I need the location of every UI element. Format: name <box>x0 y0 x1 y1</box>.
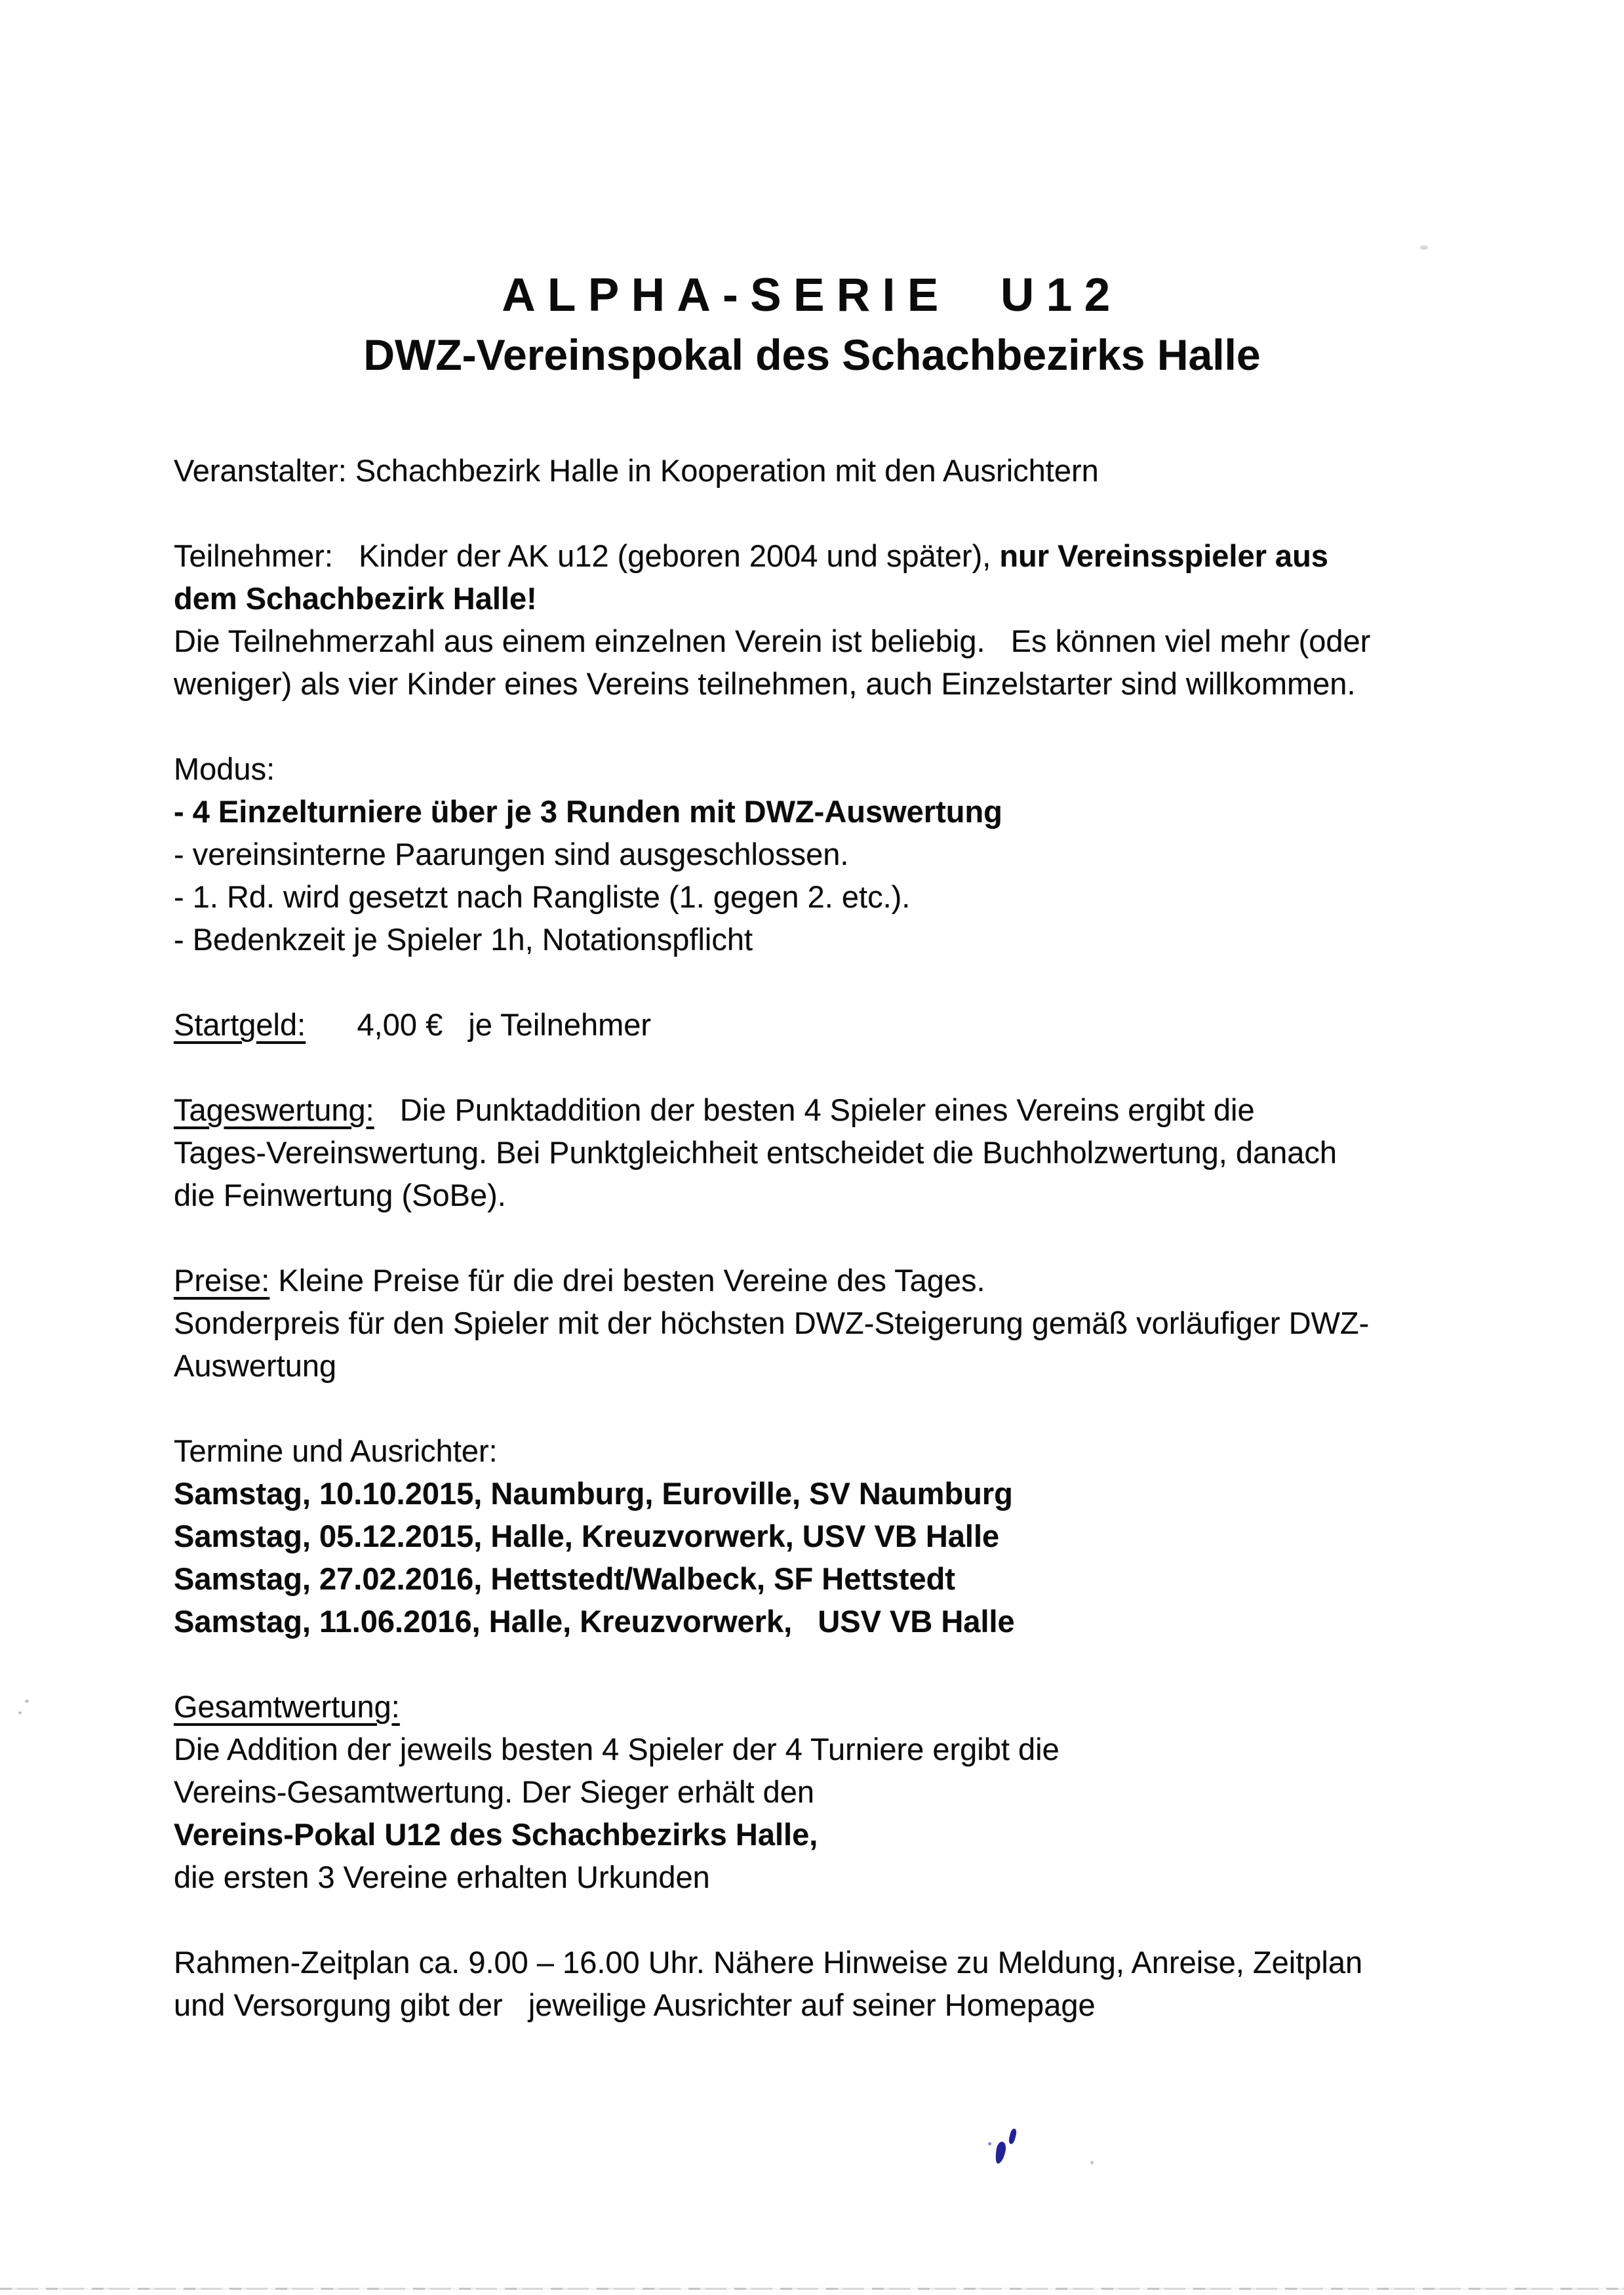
paper-speck <box>25 1700 29 1703</box>
pen-ink-mark <box>1008 2128 1018 2144</box>
text-run: Rahmen-Zeitplan ca. 9.00 – 16.00 Uhr. Nähere Hinweise zu Meldung, Anreise, Zeitplan <box>174 1945 1363 1980</box>
paper-speck <box>1090 2161 1094 2165</box>
text-run: die ersten 3 Vereine erhalten Urkunden <box>174 1860 710 1894</box>
text-run: Samstag, 05.12.2015, Halle, Kreuzvorwerk, USV VB Halle <box>174 1519 1000 1553</box>
text-line <box>174 620 1585 662</box>
text-line <box>174 1429 1585 1472</box>
block-zeitplan <box>174 1941 1585 2026</box>
block-startgeld <box>174 1003 1585 1046</box>
text-run: dem Schachbezirk Halle! <box>174 581 537 616</box>
text-line <box>174 833 1585 875</box>
text-line <box>174 1174 1585 1216</box>
paper-speck <box>18 1711 22 1714</box>
text-run: nur Vereinsspieler aus <box>999 538 1328 573</box>
text-run: Die Punktaddition der besten 4 Spieler eines Vereins ergibt die <box>374 1092 1255 1127</box>
text-run: die Feinwertung (SoBe). <box>174 1178 506 1212</box>
text-line <box>174 1813 1585 1856</box>
text-run: - 4 Einzelturniere über je 3 Runden mit DWZ-Auswertung <box>174 794 1002 829</box>
document-header <box>0 269 1624 379</box>
text-run: 4,00 € je Teilnehmer <box>306 1007 652 1042</box>
text-run: Die Teilnehmerzahl aus einem einzelnen Verein ist beliebig. Es können viel mehr (oder <box>174 624 1371 658</box>
pen-ink-mark <box>994 2141 1007 2165</box>
text-run: und Versorgung gibt der jeweilige Ausrichter auf seiner Homepage <box>174 1987 1096 2022</box>
doc-subtitle: DWZ-Vereinspokal des Schachbezirks Halle <box>363 330 1261 379</box>
text-line <box>174 1003 1585 1046</box>
text-run: Tages-Vereinswertung. Bei Punktgleichheit entscheidet die Buchholzwertung, danach <box>174 1135 1337 1170</box>
text-line <box>174 449 1585 492</box>
section-label: Tageswertung: <box>174 1092 374 1127</box>
section-label: Startgeld: <box>174 1007 306 1042</box>
section-label: Gesamtwertung: <box>174 1689 400 1724</box>
text-run: Vereins-Gesamtwertung. Der Sieger erhält den <box>174 1774 815 1809</box>
text-run: Sonderpreis für den Spieler mit der höchsten DWZ-Steigerung gemäß vorläufiger DWZ- <box>174 1306 1370 1340</box>
text-run: Samstag, 27.02.2016, Hettstedt/Walbeck, SF Hettstedt <box>174 1561 955 1596</box>
block-teilnehmer <box>174 534 1585 705</box>
text-line <box>174 1600 1585 1643</box>
text-line <box>174 1728 1585 1770</box>
document-body <box>0 449 1624 2026</box>
text-run: Termine und Ausrichter: <box>174 1433 498 1468</box>
text-run: - 1. Rd. wird gesetzt nach Rangliste (1. gegen 2. etc.). <box>174 879 911 914</box>
text-run: - Bedenkzeit je Spieler 1h, Notationspflicht <box>174 922 753 957</box>
block-tageswertung <box>174 1088 1585 1216</box>
text-line <box>174 1344 1585 1387</box>
text-run: Teilnehmer: Kinder der AK u12 (geboren 2004 und später), <box>174 538 1000 573</box>
text-line <box>174 1259 1585 1302</box>
paper-speck <box>1420 245 1428 250</box>
text-run: Kleine Preise für die drei besten Vereine des Tages. <box>269 1263 985 1298</box>
scan-edge-line <box>0 2288 1624 2290</box>
text-line <box>174 534 1585 577</box>
text-line <box>174 1984 1585 2026</box>
text-run: Samstag, 11.06.2016, Halle, Kreuzvorwerk, USV VB Halle <box>174 1604 1015 1639</box>
text-line <box>174 875 1585 918</box>
text-line <box>174 1770 1585 1813</box>
text-line <box>174 1856 1585 1898</box>
text-line <box>174 1515 1585 1557</box>
text-run: Veranstalter: Schachbezirk Halle in Kooperation mit den Ausrichtern <box>174 453 1099 488</box>
text-line <box>174 918 1585 961</box>
text-line <box>174 1685 1585 1728</box>
text-run: Modus: <box>174 751 275 786</box>
text-line <box>174 790 1585 833</box>
text-run: weniger) als vier Kinder eines Vereins teilnehmen, auch Einzelstarter sind willkommen. <box>174 666 1356 701</box>
text-run: Vereins-Pokal U12 des Schachbezirks Halle, <box>174 1817 818 1852</box>
text-run: Auswertung <box>174 1348 337 1383</box>
block-gesamtwertung <box>174 1685 1585 1898</box>
text-run: Samstag, 10.10.2015, Naumburg, Euroville, SV Naumburg <box>174 1476 1013 1511</box>
block-termine <box>174 1429 1585 1643</box>
text-line <box>174 1557 1585 1600</box>
block-preise <box>174 1259 1585 1387</box>
text-run: - vereinsinterne Paarungen sind ausgeschlossen. <box>174 837 849 871</box>
block-modus <box>174 748 1585 961</box>
text-line <box>174 1088 1585 1131</box>
section-label: Preise: <box>174 1263 270 1298</box>
text-line <box>174 577 1585 620</box>
text-line <box>174 1131 1585 1174</box>
text-line <box>174 662 1585 705</box>
block-veranstalter <box>174 449 1585 492</box>
text-line <box>174 1302 1585 1344</box>
text-run: Die Addition der jeweils besten 4 Spieler der 4 Turniere ergibt die <box>174 1732 1060 1766</box>
doc-title: ALPHA-SERIE U12 <box>502 269 1122 321</box>
text-line <box>174 1472 1585 1515</box>
text-line <box>174 748 1585 790</box>
text-line <box>174 1941 1585 1984</box>
